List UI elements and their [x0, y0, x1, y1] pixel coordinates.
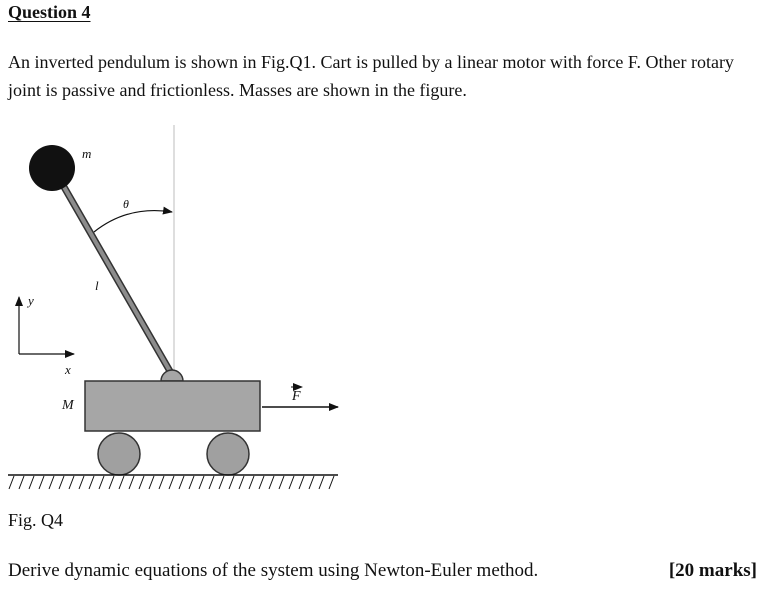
y-axis-label: y — [28, 293, 34, 308]
problem-statement: An inverted pendulum is shown in Fig.Q1. Cart is pulled by a linear motor with force F. Other rotary joint is passive and frictionless. Masses are shown in the figure. — [8, 52, 734, 100]
task-instruction: Derive dynamic equations of the system using Newton-Euler method. — [8, 560, 539, 581]
left-wheel — [98, 433, 140, 475]
cart-body — [85, 381, 260, 431]
inverted-pendulum-figure — [0, 110, 763, 505]
marks-label: [20 marks] — [668, 560, 757, 581]
cart-mass-M-label: M — [62, 398, 74, 413]
question-heading: Question 4 — [8, 2, 91, 22]
pendulum-mass-ball — [29, 145, 75, 191]
right-wheel — [207, 433, 249, 475]
figure-caption: Fig. Q4 — [8, 510, 64, 530]
pivot-joint — [161, 370, 183, 381]
pendulum-rod-fill — [60, 180, 171, 373]
ground-hatching — [9, 476, 334, 489]
theta-label: θ — [123, 197, 129, 211]
mass-m-label: m — [82, 146, 92, 161]
force-F-label: F — [292, 389, 301, 404]
rod-length-label: l — [95, 278, 99, 293]
x-axis-label: x — [65, 362, 71, 377]
theta-angle-arc — [94, 211, 172, 232]
